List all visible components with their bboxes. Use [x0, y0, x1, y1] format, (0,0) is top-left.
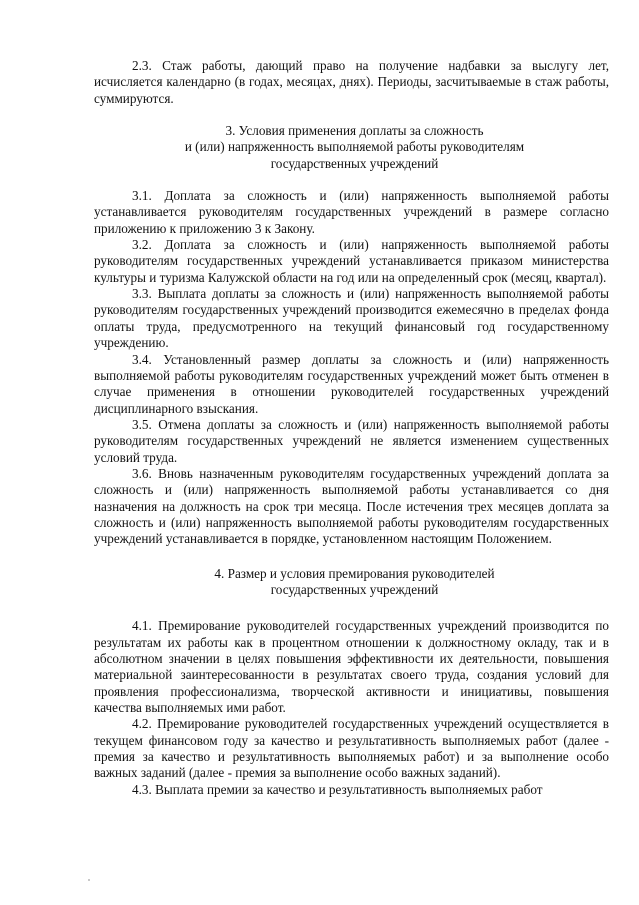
section-3-heading-line-1: 3. Условия применения доплаты за сложность [225, 123, 484, 139]
spacer [94, 548, 609, 566]
section-4-heading-line-2: государственных учреждений [270, 581, 439, 597]
paragraph-3-2: 3.2. Доплата за сложность и (или) напряженность выполняемой работы руководителям государственных учреждений устанавливается приказом министерства культуры и туризма Калужской области на год или на определенный срок (месяц, квартал). [94, 237, 609, 285]
section-3-heading [94, 123, 609, 172]
spacer [94, 107, 609, 123]
document-page [94, 58, 609, 798]
paragraph-4-3: 4.3. Выплата премии за качество и результативность выполняемых работ [132, 781, 543, 797]
paragraph-4-2: 4.2. Премирование руководителей государственных учреждений осуществляется в текущем финансовом году за качество и результативность выполняемых работ (далее - премия за качество и результативность выполняемых работ) и за выполнение особо важных заданий (далее - премия за выполнение особо важных заданий). [94, 716, 609, 781]
paragraph-3-1: 3.1. Доплата за сложность и (или) напряженность выполняемой работы устанавливается руководителям государственных учреждений в размере согласно приложению к приложению 3 к Закону. [94, 188, 609, 236]
section-4-heading [94, 566, 609, 599]
scan-speck [88, 879, 90, 881]
paragraph-2-3: 2.3. Стаж работы, дающий право на получение надбавки за выслугу лет, исчисляется календарно (в годах, месяцах, днях). Периоды, засчитываемые в стаж работы, суммируются. [94, 58, 609, 106]
paragraph-3-4: 3.4. Установленный размер доплаты за сложность и (или) напряженность выполняемой работы руководителям государственных учреждений может быть отменен в случае применения в отношении руководителей государственных учреждений дисциплинарного взыскания. [94, 351, 609, 416]
section-3-heading-line-3: государственных учреждений [270, 155, 439, 171]
section-4-heading-line-1: 4. Размер и условия премирования руководителей [214, 565, 495, 581]
spacer [94, 598, 609, 618]
section-3-heading-line-2: и (или) напряженность выполняемой работы руководителям [184, 139, 525, 155]
paragraph-3-6: 3.6. Вновь назначенным руководителям государственных учреждений доплата за сложность и (или) напряженность выполняемой работы устанавливается со дня назначения на должность на срок три месяца. После истечения трех месяцев доплата за сложность и (или) напряженность выполняемой работы руководителям государственных учреждений устанавливается в порядке, установленном настоящим Положением. [94, 465, 609, 547]
paragraph-3-3: 3.3. Выплата доплаты за сложность и (или) напряженность выполняемой работы руководителям государственных учреждений производится ежемесячно в пределах фонда оплаты труда, предусмотренного на текущий финансовый год государственному учреждению. [94, 286, 609, 351]
paragraph-4-1: 4.1. Премирование руководителей государственных учреждений производится по результатам их работы как в процентном отношении к должностному окладу, так и в абсолютном значении в целях повышения эффективности их деятельности, повышения материальной заинтересованности в результатах своего труда, создания условий для проявления профессионализма, творческой активности и инициативы, повышения качества выполняемых ими работ. [94, 618, 609, 716]
paragraph-3-5: 3.5. Отмена доплаты за сложность и (или) напряженность выполняемой работы руководителям государственных учреждений не является изменением существенных условий труда. [94, 416, 609, 465]
spacer [94, 172, 609, 188]
